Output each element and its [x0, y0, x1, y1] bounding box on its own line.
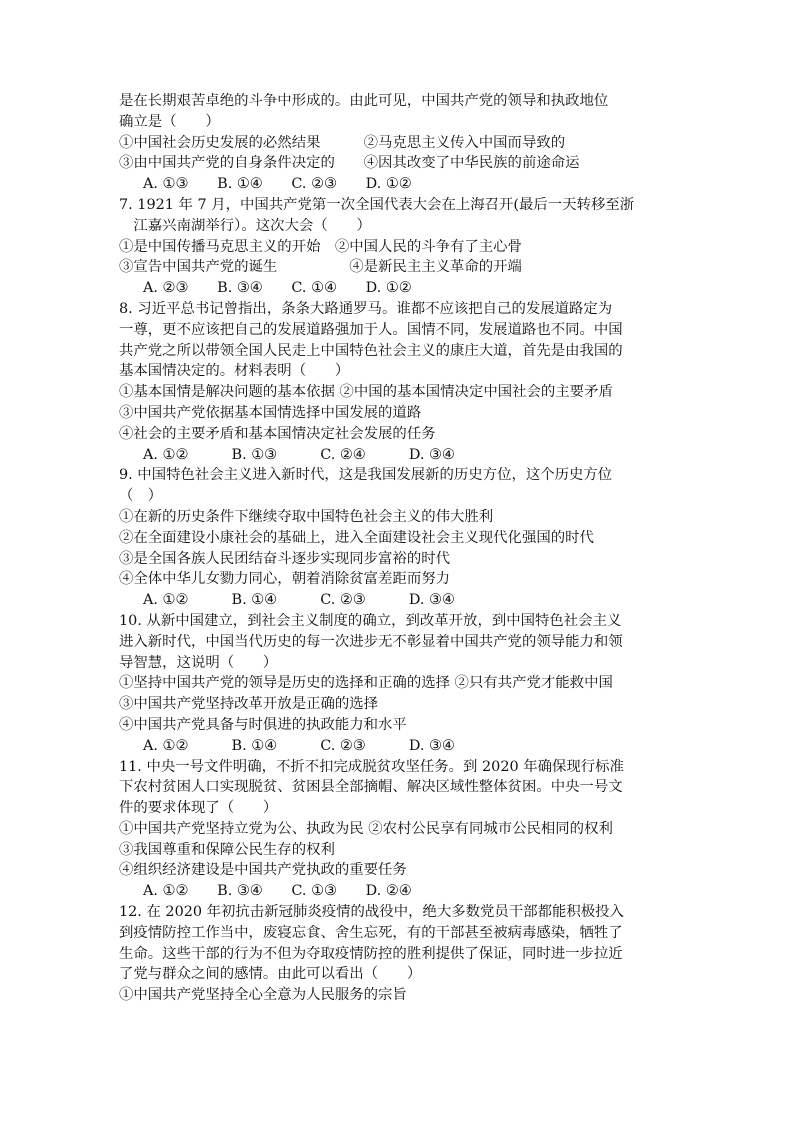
answer-choices: A. ①② B. ①③ C. ②④ D. ③④ [143, 446, 455, 463]
option-line: ③是全国各族人民团结奋斗逐步实现同步富裕的时代 [119, 550, 450, 567]
question-11 [119, 757, 679, 903]
option-line: ③中国共产党坚持改革开放是正确的选择 [119, 696, 379, 713]
option-line: ④全体中华儿女勠力同心，朝着消除贫富差距而努力 [119, 571, 450, 588]
question-12 [119, 902, 679, 1006]
option-line: ④中国共产党具备与时俱进的执政能力和水平 [119, 716, 407, 733]
answer-choices: A. ①② B. ①④ C. ②③ D. ③④ [143, 592, 455, 609]
answer-choices: A. ①② B. ③④ C. ①③ D. ②④ [143, 883, 412, 900]
question-line: 共产党之所以带领全国人民走上中国特色社会主义的康庄大道，首先是由我国的 [119, 342, 623, 359]
question-line: 12. 在 2020 年初抗击新冠肺炎疫情的战役中，绝大多数党员干部都能积极投入 [119, 904, 624, 921]
option-line: ①中国社会历史发展的必然结果 ②马克思主义传入中国而导致的 [119, 134, 566, 151]
question-6 [119, 91, 679, 195]
option-line: ③中国共产党依据基本国情选择中国发展的道路 [119, 404, 422, 421]
question-9 [119, 465, 679, 611]
question-line: 一尊，更不应该把自己的发展道路强加于人。国情不同，发展道路也不同。中国 [119, 321, 623, 338]
option-line: ③我国尊重和保障公民生存的权利 [119, 841, 335, 858]
question-line: 件的要求体现了（ ） [119, 800, 278, 817]
answer-choices: A. ②③ B. ③④ C. ①④ D. ①② [143, 280, 412, 297]
question-line: 基本国情决定的。材料表明（ ） [119, 363, 350, 380]
exam-content [119, 91, 679, 1006]
question-line: 进入新时代，中国当代历史的每一次进步无不彰显着中国共产党的领导能力和领 [119, 633, 623, 650]
question-line: 9. 中国特色社会主义进入新时代，这是我国发展新的历史方位，这个历史方位 [119, 467, 613, 484]
question-7 [119, 195, 679, 299]
option-line: ①基本国情是解决问题的基本依据 ②中国的基本国情决定中国社会的主要矛盾 [119, 384, 613, 401]
question-10 [119, 611, 679, 757]
question-line: 生命。这些干部的行为不但为夺取疫情防控的胜利提供了保证，同时进一步拉近 [119, 945, 623, 962]
option-line: ③宣告中国共产党的诞生 ④是新民主主义革命的开端 [119, 259, 522, 276]
question-line: 下农村贫困人口实现脱贫、贫困县全部摘帽、解决区域性整体贫困。中央一号文 [119, 779, 623, 796]
answer-choices: A. ①③ B. ①④ C. ②③ D. ①② [143, 176, 412, 193]
question-line: 了党与群众之间的感情。由此可以看出（ ） [119, 966, 422, 983]
question-line: 10. 从新中国建立，到社会主义制度的确立，到改革开放，到中国特色社会主义 [119, 612, 622, 629]
option-line: ①是中国传播马克思主义的开始 ②中国人民的斗争有了主心骨 [119, 238, 522, 255]
answer-choices: A. ①② B. ①④ C. ②③ D. ③④ [143, 737, 455, 754]
question-line: 是在长期艰苦卓绝的斗争中形成的。由此可见，中国共产党的领导和执政地位 [119, 93, 609, 109]
option-line: ①中国共产党坚持全心全意为人民服务的宗旨 [119, 987, 407, 1004]
question-line: 江嘉兴南湖举行）。这次大会（ ） [119, 217, 371, 234]
question-line: 7. 1921 年 7 月，中国共产党第一次全国代表大会在上海召开(最后一天转移至浙 [119, 196, 635, 213]
option-line: ①中国共产党坚持立党为公、执政为民 ②农村公民享有同城市公民相同的权利 [119, 820, 613, 837]
option-line: ③由中国共产党的自身条件决定的 ④因其改变了中华民族的前途命运 [119, 155, 580, 172]
question-line: 导智慧，这说明（ ） [119, 654, 278, 671]
option-line: ②在全面建设小康社会的基础上，进入全面建设社会主义现代化强国的时代 [119, 529, 594, 546]
question-8 [119, 299, 679, 465]
question-line: （ ） [119, 488, 163, 505]
option-line: ①在新的历史条件下继续夺取中国特色社会主义的伟大胜利 [119, 508, 494, 525]
question-line: 8. 习近平总书记曾指出，条条大路通罗马。谁都不应该把自己的发展道路定为 [119, 300, 613, 317]
question-line: 到疫情防控工作当中，废寝忘食、舍生忘死，有的干部甚至被病毒感染，牺牲了 [119, 924, 623, 941]
option-line: ①坚持中国共产党的领导是历史的选择和正确的选择 ②只有共产党才能救中国 [119, 675, 613, 692]
option-line: ④社会的主要矛盾和基本国情决定社会发展的任务 [119, 425, 436, 442]
question-line: 确立是（ ） [119, 113, 220, 130]
option-line: ④组织经济建设是中国共产党执政的重要任务 [119, 862, 407, 879]
question-line: 11. 中央一号文件明确，不折不扣完成脱贫攻坚任务。到 2020 年确保现行标准 [119, 758, 624, 775]
